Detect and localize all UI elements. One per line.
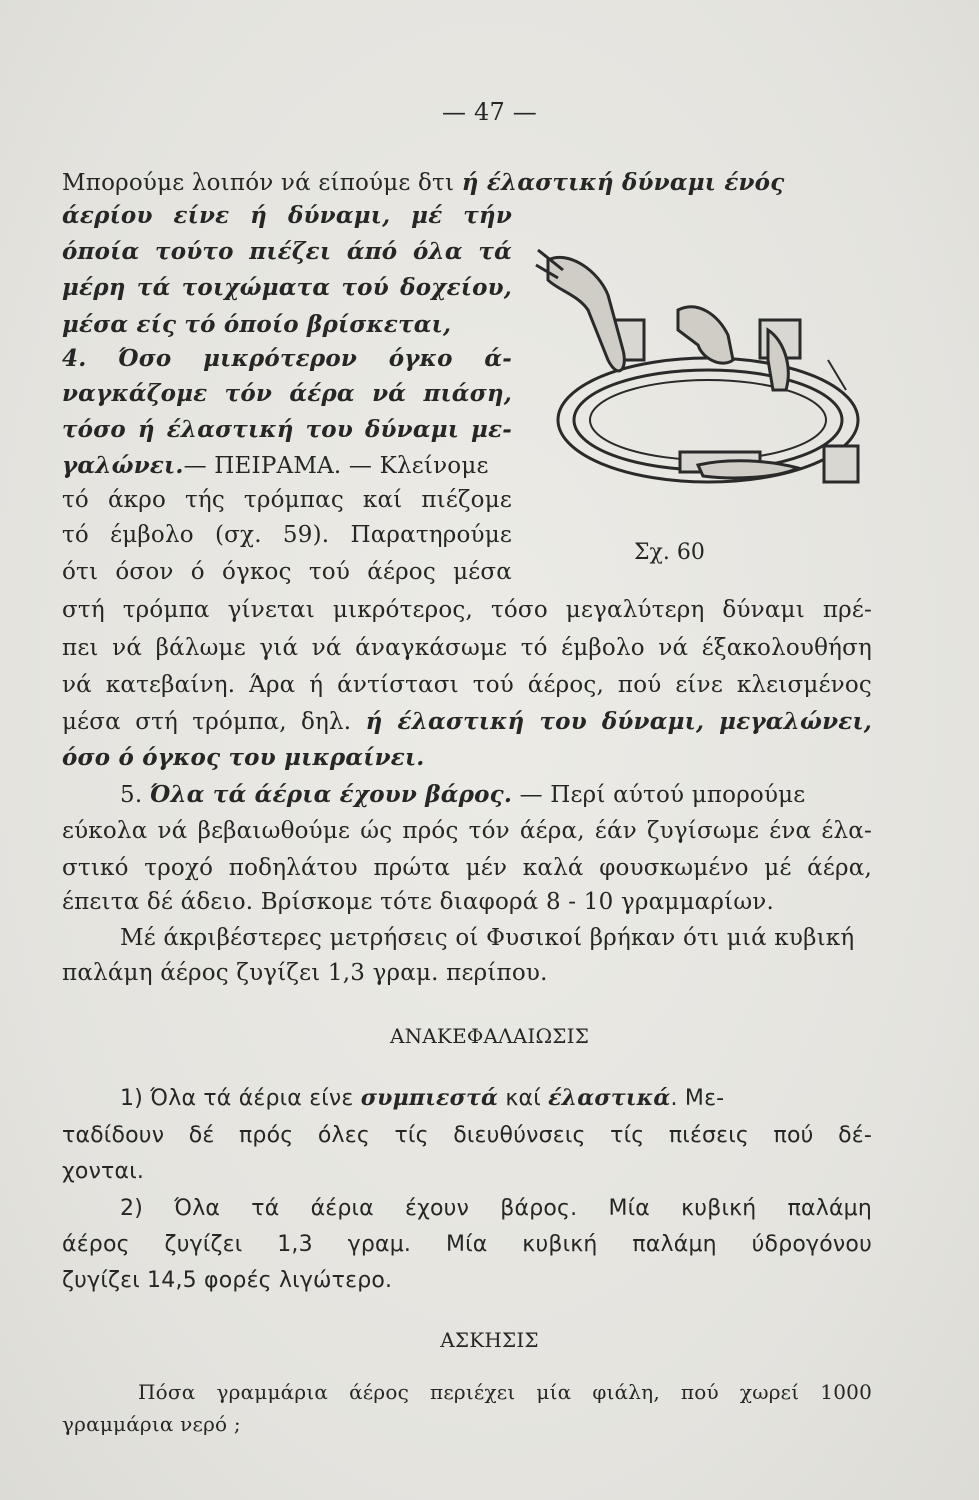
text-line: ναγκάζομε τόν άέρα νά πιάση, bbox=[62, 380, 512, 407]
text-span: 1) Όλα τά άέρια είνε bbox=[120, 1086, 361, 1111]
text-line bbox=[62, 775, 872, 815]
text-line: 4. Όσο μικρότερον όγκο ά- bbox=[62, 345, 512, 372]
exercise-line: γραμμάρια νερό ; bbox=[62, 1412, 241, 1436]
summary-line: ζυγίζει 14,5 φορές λιγώτερο. bbox=[62, 1268, 393, 1293]
emphasis-text: γαλώνει. bbox=[62, 452, 184, 479]
text-span: μέσα στή τρόμπα, δηλ. bbox=[62, 709, 366, 735]
text-line: όποία τούτο πιέζει άπό όλα τά bbox=[62, 238, 512, 265]
text-line: ότι όσον ό όγκος τού άέρος μέσα bbox=[62, 559, 512, 585]
text-line: παλάμη άέρος ζυγίζει 1,3 γραμ. περίπου. bbox=[62, 960, 548, 986]
page-number: — 47 — bbox=[442, 98, 537, 126]
text-line: Μέ άκριβέστερες μετρήσεις οί Φυσικοί βρήκαν ότι μιά κυβική bbox=[120, 925, 855, 951]
emphasis-text: Όλα τά άέρια έχουν βάρος. bbox=[149, 781, 513, 808]
block-bottom-right bbox=[824, 446, 858, 482]
summary-line bbox=[62, 1078, 872, 1118]
summary-line: άέρος ζυγίζει 1,3 γραμ. Μία κυβική παλάμη ύδρογόνου bbox=[62, 1232, 872, 1257]
text-span: — Περί αύτού μπορούμε bbox=[512, 782, 806, 808]
emphasis-text: έλαστικά bbox=[548, 1085, 671, 1111]
text-line: μέσα είς τό όποίο βρίσκεται, bbox=[62, 311, 452, 338]
text-span: Μπορούμε λοιπόν νά είπούμε δτι bbox=[62, 170, 462, 196]
figure-caption: Σχ. 60 bbox=[634, 540, 705, 565]
text-line: μέρη τά τοιχώματα τού δοχείου, bbox=[62, 274, 512, 301]
emphasis-text: ή έλαστική του δύναμι, μεγαλώνει, bbox=[365, 708, 872, 735]
text-span: 5. bbox=[120, 782, 150, 808]
text-line: τόσο ή έλαστική του δύναμι με- bbox=[62, 416, 512, 443]
summary-line: χονται. bbox=[62, 1159, 145, 1184]
text-line: εύκολα νά βεβαιωθούμε ώς πρός τόν άέρα, έάν ζυγίσωμε ένα έλα- bbox=[62, 818, 872, 844]
emphasis-text: ή έλαστική δύναμι ένός bbox=[461, 169, 785, 196]
text-line: στή τρόμπα γίνεται μικρότερος, τόσο μεγαλύτερη δύναμι πρέ- bbox=[62, 597, 872, 623]
text-line: πει νά βάλωμε γιά νά άναγκάσωμε τό έμβολο νά έξακολουθήση bbox=[62, 635, 872, 661]
text-line: τό άκρο τής τρόμπας καί πιέζομε bbox=[62, 487, 512, 513]
text-line: νά κατεβαίνη. Άρα ή άντίστασι τού άέρος, πού είνε κλεισμένος bbox=[62, 672, 872, 698]
text-line: άερίου είνε ή δύναμι, μέ τήν bbox=[62, 202, 512, 229]
summary-line: ταδίδουν δέ πρός όλες τίς διευθύνσεις τίς πιέσεις πού δέ- bbox=[62, 1123, 872, 1148]
hand-middle bbox=[678, 307, 733, 363]
text-line: έπειτα δέ άδειο. Βρίσκομε τότε διαφορά 8 - 10 γραμμαρίων. bbox=[62, 889, 774, 915]
text-line: στικό τροχό ποδηλάτου πρώτα μέν καλά φουσκωμένο μέ άέρα, bbox=[62, 855, 872, 881]
tire-illustration bbox=[528, 240, 868, 540]
exercise-line: Πόσα γραμμάρια άέρος περιέχει μία φιάλη, πού χωρεί 1000 bbox=[138, 1380, 872, 1404]
hand-top-left bbox=[548, 257, 624, 371]
summary-heading: ΑΝΑΚΕΦΑΛΑΙΩΣΙΣ bbox=[389, 1024, 590, 1048]
text-span: . Με- bbox=[670, 1086, 725, 1111]
text-line bbox=[62, 702, 872, 742]
text-line: όσο ό όγκος του μικραίνει. bbox=[62, 744, 425, 771]
text-span: — ΠΕΙΡΑΜΑ. — Κλείνομε bbox=[183, 453, 489, 479]
text-span: καί bbox=[498, 1086, 549, 1111]
text-line: τό έμβολο (σχ. 59). Παρατηρούμε bbox=[62, 522, 512, 548]
summary-line: 2) Όλα τά άέρια έχουν βάρος. Μία κυβική παλάμη bbox=[120, 1196, 872, 1221]
exercise-heading: ΑΣΚΗΣΙΣ bbox=[440, 1328, 539, 1352]
emphasis-text: συμπιεστά bbox=[360, 1085, 499, 1111]
